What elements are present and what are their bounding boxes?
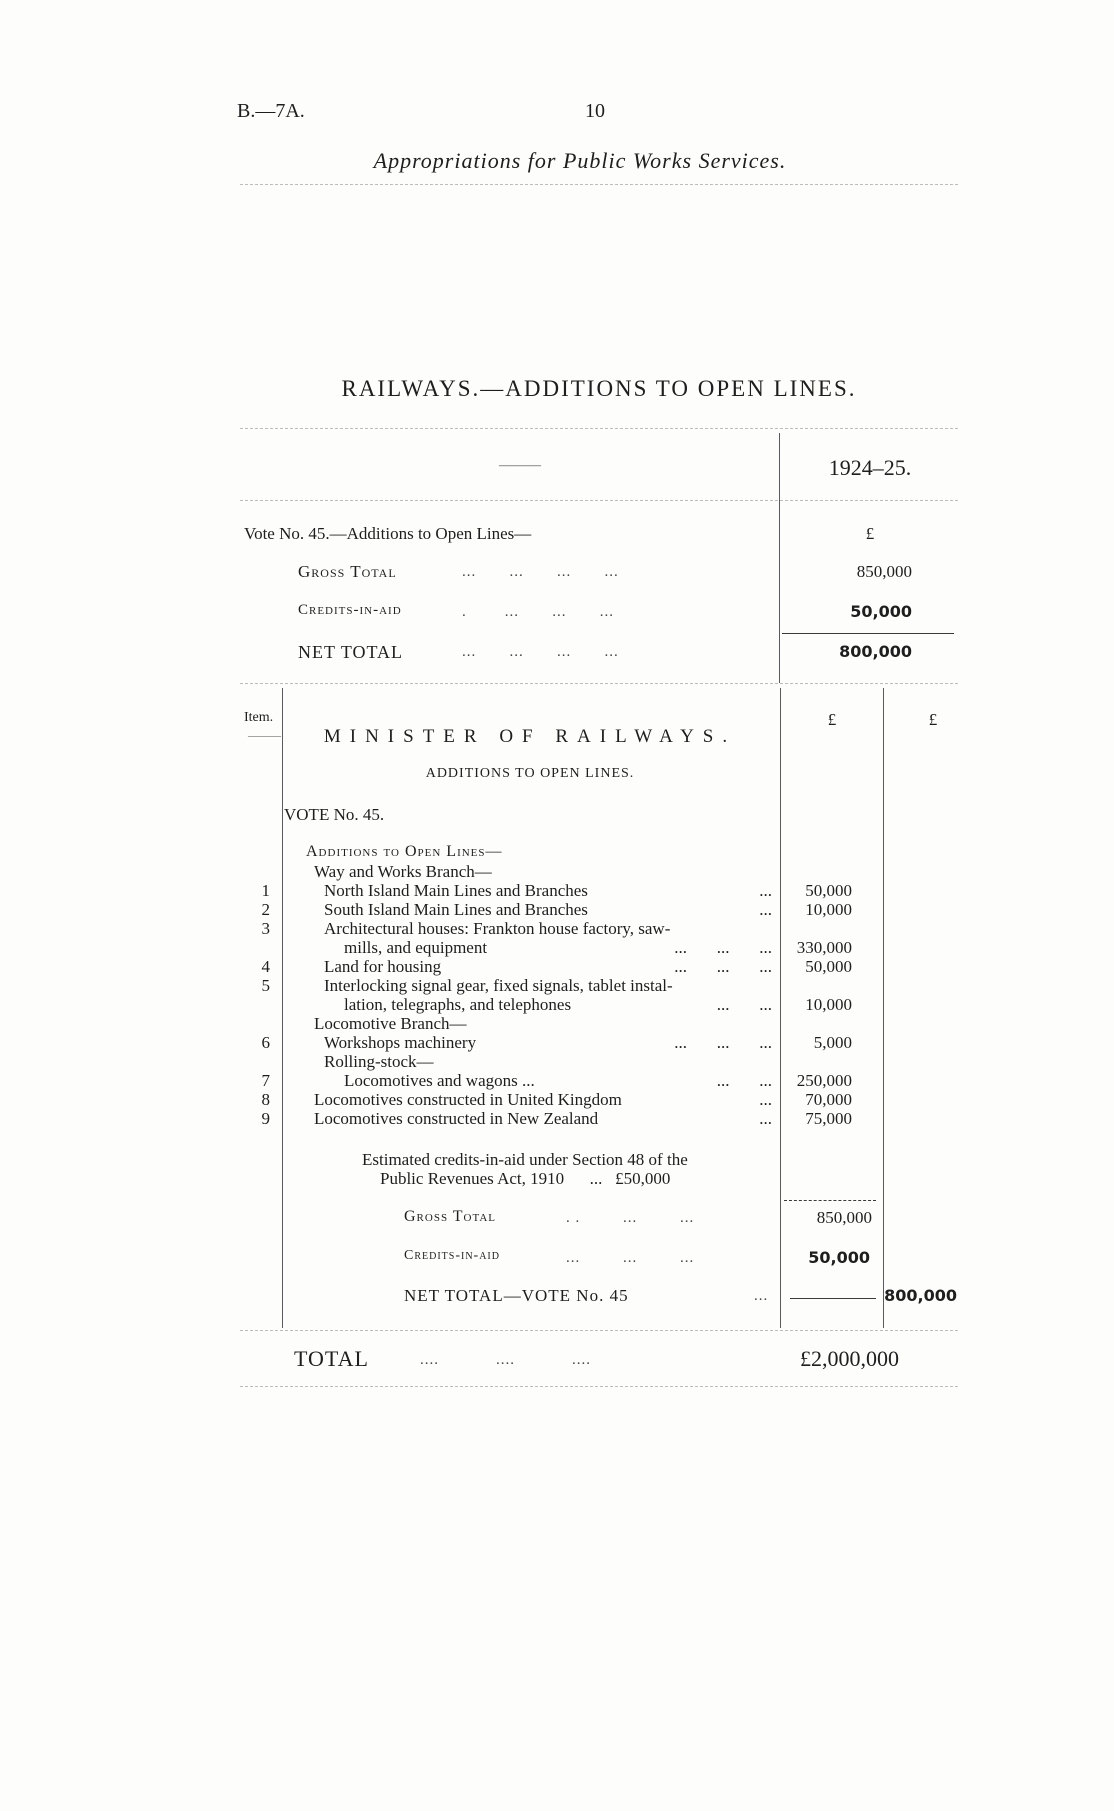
summary-currency: £ [865,524,875,543]
summary-top-rule [240,428,958,429]
item-amount: 70,000 [805,1090,852,1109]
item-text: Workshops machinery [324,1033,477,1052]
item-dots: ... ... ... [674,938,772,957]
detail-net-dots: ... [754,1288,769,1304]
col2-currency: £ [928,710,938,729]
detail-credits-amount: 50,000 [808,1248,870,1267]
summary-credits-amount: 50,000 [850,602,912,621]
detail-credits-label: Credits-in-aid [404,1248,500,1263]
list-item [240,1033,940,1052]
list-item [240,938,940,957]
item-amount: 10,000 [805,995,852,1014]
item-amount: 75,000 [805,1109,852,1128]
detail-net-dash [790,1298,876,1299]
page-subtitle: Appropriations for Public Works Services. [373,148,787,173]
item-amount: 330,000 [796,938,852,957]
item-amount: 250,000 [796,1071,852,1090]
item-amount: 10,000 [805,900,852,919]
item-text: Way and Works Branch— [314,862,492,881]
list-item [240,1014,940,1033]
header-rule [240,184,958,185]
item-dots: ... [759,881,772,900]
item-number: 5 [261,976,270,995]
item-number: 1 [261,881,270,900]
col1-currency: £ [827,710,837,729]
summary-sum-line [782,633,954,634]
item-dots: ... ... ... [674,1033,772,1052]
item-text: Locomotive Branch— [314,1014,467,1033]
item-amount: 5,000 [813,1033,852,1052]
summary-gross-amount: 850,000 [856,562,912,581]
item-number: 7 [261,1071,270,1090]
item-text: lation, telegraphs, and telephones [344,995,572,1014]
item-dots: ... ... ... [674,957,772,976]
item-text: Rolling-stock— [324,1052,434,1071]
item-text: Locomotives constructed in United Kingdom [314,1090,622,1109]
summary-gross-dots: ... ... ... ... [462,564,619,580]
list-item [240,995,940,1014]
item-number: 4 [261,957,270,976]
summary-credits-dots: . ... ... ... [462,604,614,620]
item-text: South Island Main Lines and Branches [324,900,588,919]
item-dots: ... ... [716,995,772,1014]
summary-credits-label: Credits-in-aid [298,602,402,618]
grand-total-label: TOTAL [294,1346,369,1371]
list-item [240,900,940,919]
section-title: RAILWAYS.—ADDITIONS TO OPEN LINES. [341,376,857,401]
grand-total-dots: .... .... .... [420,1352,591,1368]
item-text: Architectural houses: Frankton house factory, saw- [324,919,671,938]
page-ref: B.—7A. [237,100,305,122]
detail-net-label: NET TOTAL—VOTE No. 45 [404,1286,629,1305]
list-item [240,1071,940,1090]
item-dots: ... [759,900,772,919]
summary-vote-label: Vote No. 45.—Additions to Open Lines— [244,524,532,543]
summary-column-divider [779,433,780,683]
minister-heading: MINISTER OF RAILWAYS. [323,726,737,747]
group-heading: Additions to Open Lines— [306,843,503,860]
detail-gross-dots: . . ... ... [566,1210,695,1226]
item-number: 3 [261,919,270,938]
summary-net-dots: ... ... ... ... [462,644,619,660]
list-item [240,919,940,938]
item-text: Interlocking signal gear, fixed signals, tablet instal- [324,976,673,995]
list-item [240,957,940,976]
list-item [240,881,940,900]
grand-total-amount: £2,000,000 [800,1346,899,1371]
item-number: 6 [261,1033,270,1052]
additions-subheading: ADDITIONS TO OPEN LINES. [425,766,635,781]
item-text: North Island Main Lines and Branches [324,881,588,900]
list-item [240,976,940,995]
summary-year: 1924–25. [828,455,912,480]
list-item [240,1109,940,1128]
summary-net-amount: 800,000 [839,642,912,661]
item-number: 9 [261,1109,270,1128]
list-item [240,862,940,881]
item-dots: ... ... [716,1071,772,1090]
detail-gross-rule [784,1200,876,1201]
detail-credits-dots: ... ... ... [566,1250,695,1266]
item-text: mills, and equipment [344,938,488,957]
summary-dash: ——— [499,458,541,473]
vote-heading: VOTE No. 45. [284,805,385,824]
item-amount: 50,000 [805,881,852,900]
item-text: Land for housing [324,957,442,976]
item-text: Locomotives and wagons ... [344,1071,535,1090]
list-item [240,1052,940,1071]
item-text: Locomotives constructed in New Zealand [314,1109,599,1128]
detail-bottom-rule [240,1330,958,1331]
credits-note-line-2: Public Revenues Act, 1910 ... £50,000 [380,1169,671,1188]
item-number: 8 [261,1090,270,1109]
summary-net-label: NET TOTAL [298,642,404,662]
item-column-header: Item. [244,710,274,725]
page-number: 10 [585,100,605,122]
item-number: 2 [261,900,270,919]
item-header-dash: ——— [248,730,281,742]
grand-total-rule [240,1386,958,1387]
list-item [240,1090,940,1109]
item-dots: ... [759,1109,772,1128]
summary-header-rule [240,500,958,501]
summary-bottom-rule [240,683,958,684]
item-dots: ... [759,1090,772,1109]
item-amount: 50,000 [805,957,852,976]
credits-note-line-1: Estimated credits-in-aid under Section 48 of the [362,1150,688,1169]
detail-gross-amount: 850,000 [816,1208,872,1227]
summary-gross-label: Gross Total [298,562,397,581]
detail-net-amount: 800,000 [884,1286,957,1305]
detail-gross-label: Gross Total [404,1208,497,1225]
